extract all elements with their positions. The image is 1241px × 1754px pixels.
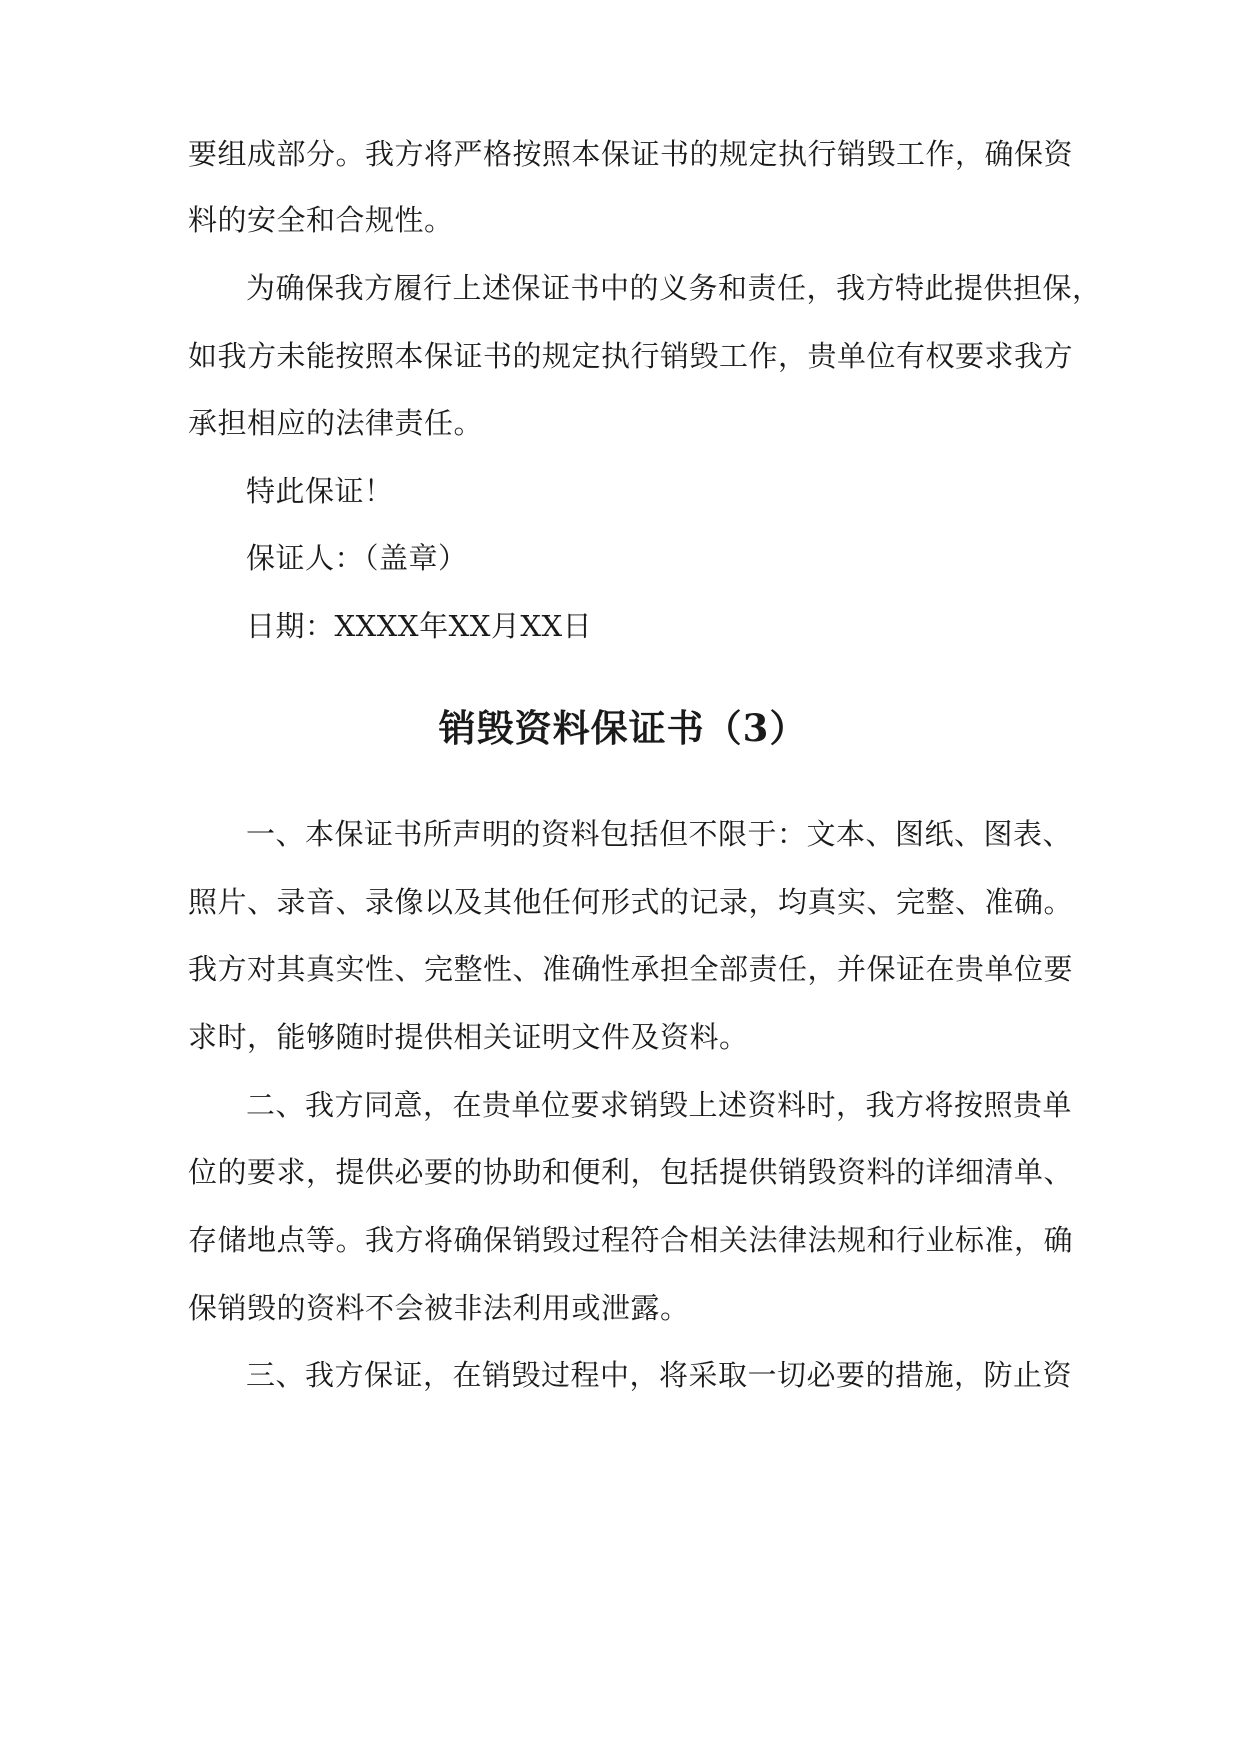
paragraph-line: 要组成部分。我方将严格按照本保证书的规定执行销毁工作，确保资 (188, 137, 1074, 171)
section-title: 销毁资料保证书（3） (438, 706, 808, 750)
guarantor-line: 保证人：（盖章） (246, 541, 468, 575)
paragraph-line: 一、本保证书所声明的资料包括但不限于：文本、图纸、图表、 (246, 817, 1073, 851)
paragraph-line: 三、我方保证，在销毁过程中，将采取一切必要的措施，防止资 (246, 1358, 1073, 1392)
paragraph-line: 二、我方同意，在贵单位要求销毁上述资料时，我方将按照贵单 (246, 1088, 1073, 1122)
paragraph-line: 料的安全和合规性。 (188, 203, 454, 237)
paragraph-line: 照片、录音、录像以及其他任何形式的记录，均真实、完整、准确。 (188, 885, 1074, 919)
paragraph-line: 保销毁的资料不会被非法利用或泄露。 (188, 1291, 690, 1325)
paragraph-line: 求时，能够随时提供相关证明文件及资料。 (188, 1020, 749, 1054)
paragraph-line: 我方对其真实性、完整性、准确性承担全部责任，并保证在贵单位要 (188, 952, 1074, 986)
paragraph-line: 存储地点等。我方将确保销毁过程符合相关法律法规和行业标准，确 (188, 1223, 1074, 1257)
paragraph-line: 为确保我方履行上述保证书中的义务和责任，我方特此提供担保， (246, 271, 1102, 305)
paragraph-line: 位的要求，提供必要的协助和便利，包括提供销毁资料的详细清单、 (188, 1155, 1074, 1189)
paragraph-line: 如我方未能按照本保证书的规定执行销毁工作，贵单位有权要求我方 (188, 339, 1074, 373)
closing-statement: 特此保证！ (246, 474, 394, 508)
paragraph-line: 承担相应的法律责任。 (188, 406, 484, 440)
date-line: 日期：XXXX年XX月XX日 (246, 609, 593, 643)
